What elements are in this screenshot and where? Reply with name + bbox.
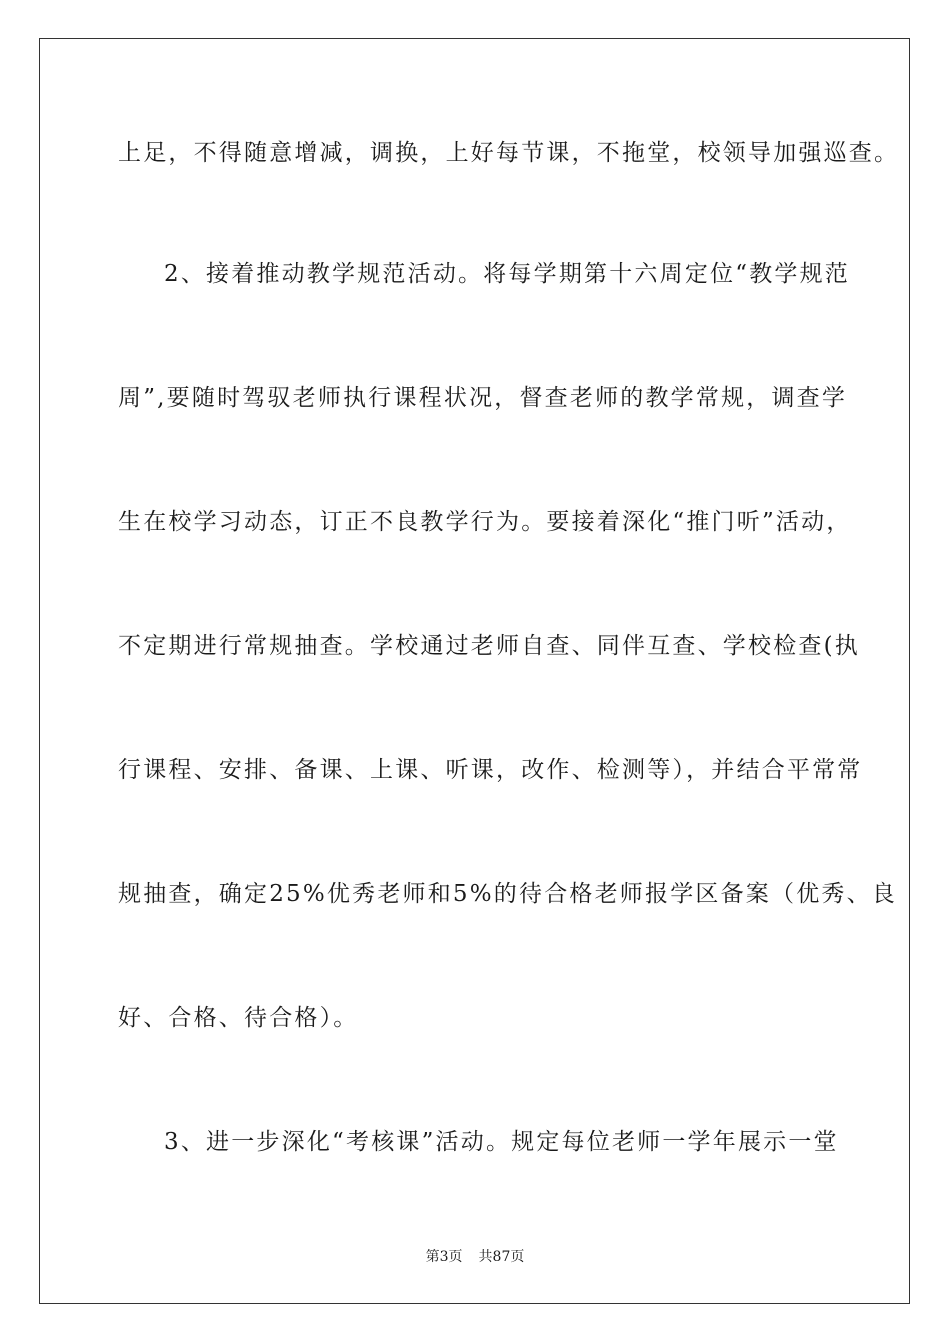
- text-line-5: 不定期进行常规抽查。学校通过老师自查、同伴互查、学校检查(执: [118, 633, 860, 659]
- text-line-8: 好、合格、待合格）。: [118, 1005, 359, 1031]
- text-line-1: 上足，不得随意增减，调换，上好每节课，不拖堂，校领导加强巡查。: [118, 140, 900, 166]
- page-frame: [39, 38, 910, 1304]
- page-total: 共87页: [478, 1249, 525, 1265]
- text-line-9: 3、进一步深化“考核课”活动。规定每位老师一学年展示一堂: [164, 1129, 839, 1155]
- text-line-2: 2、接着推动教学规范活动。将每学期第十六周定位“教学规范: [164, 261, 850, 287]
- page-footer: [0, 1247, 950, 1267]
- text-line-4: 生在校学习动态，订正不良教学行为。要接着深化“推门听”活动，: [118, 509, 852, 535]
- page-number: 第3页: [425, 1249, 463, 1265]
- text-line-6: 行课程、安排、备课、上课、听课，改作、检测等），并结合平常常: [118, 757, 863, 783]
- text-line-3: 周”,要随时驾驭老师执行课程状况，督查老师的教学常规，调查学: [118, 385, 848, 411]
- text-line-7: 规抽查，确定25%优秀老师和5%的待合格老师报学区备案（优秀、良: [118, 881, 898, 907]
